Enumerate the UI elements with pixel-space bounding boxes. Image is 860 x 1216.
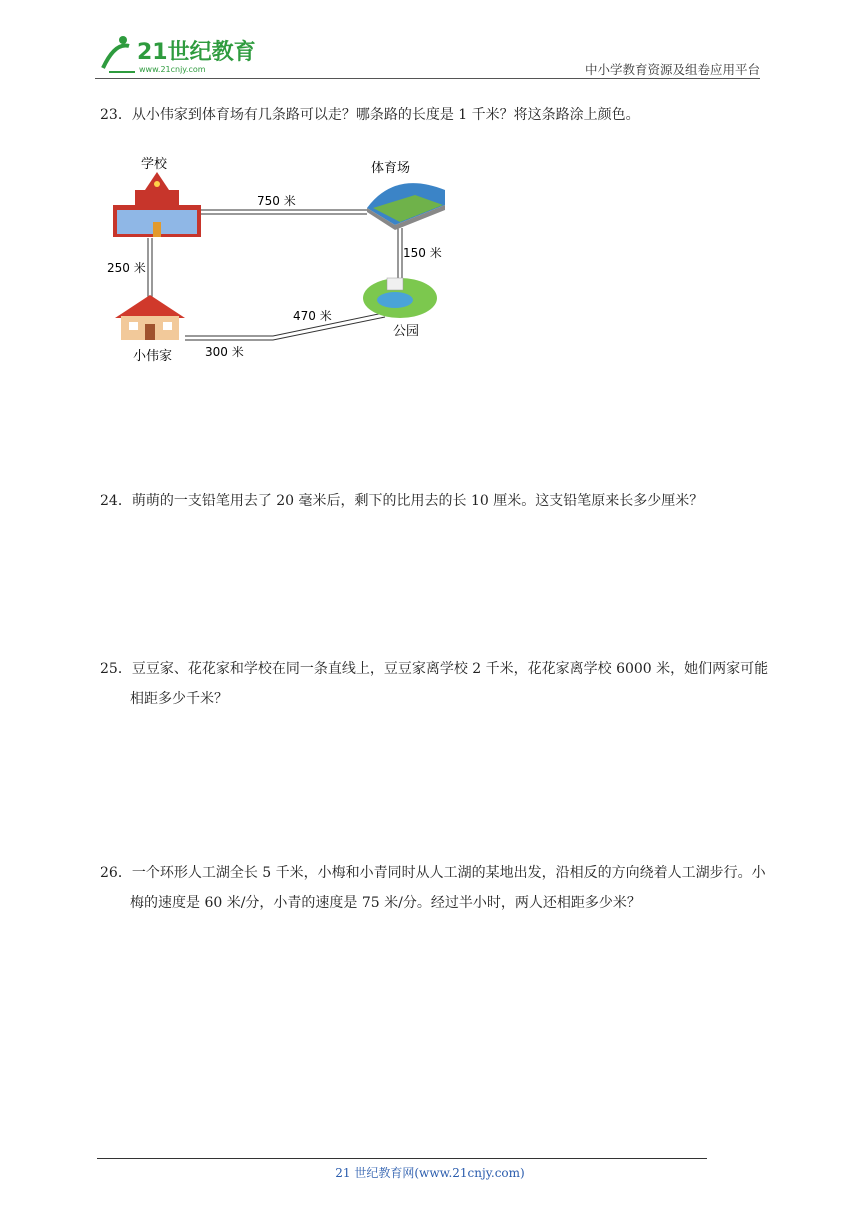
footer-divider — [97, 1158, 707, 1159]
question-text: 豆豆家、花花家和学校在同一条直线上，豆豆家离学校 2 千米，花花家离学校 6000 米，她们两家可能相距多少千米？ — [130, 661, 769, 707]
question-text: 萌萌的一支铅笔用去了 20 毫米后，剩下的比用去的长 10 厘米。这支铅笔原来长多少厘米？ — [131, 493, 704, 509]
page-footer: 21 世纪教育网(www.21cnjy.com) — [335, 1166, 525, 1180]
label-home: 小伟家 — [133, 349, 173, 364]
park-icon — [363, 278, 437, 318]
stadium-icon — [367, 183, 445, 230]
question-number: 24． — [100, 493, 132, 509]
route-map — [105, 150, 455, 370]
question-number: 23． — [100, 107, 132, 123]
school-icon — [113, 172, 201, 237]
question-24 — [100, 486, 770, 516]
label-park: 公园 — [393, 324, 420, 339]
label-stadium: 体育场 — [371, 161, 411, 176]
distance-school-home: 250 米 — [107, 261, 146, 275]
platform-name: 中小学教育资源及组卷应用平台 — [584, 62, 760, 77]
distance-park-mid: 470 米 — [293, 309, 332, 323]
logo-text: 21世纪教育 — [137, 40, 256, 65]
site-logo — [95, 32, 265, 78]
distance-stadium-park: 150 米 — [403, 246, 442, 260]
question-text: 一个环形人工湖全长 5 千米，小梅和小青同时从人工湖的某地出发，沿相反的方向绕着人工湖步行。小梅的速度是 60 米/分，小青的速度是 75 米/分。经过半小时，两人还相距多少米？ — [130, 865, 766, 911]
question-25 — [100, 654, 770, 714]
question-26 — [100, 858, 770, 918]
question-number: 25． — [100, 661, 132, 677]
question-number: 26． — [100, 865, 132, 881]
label-school: 学校 — [141, 157, 168, 172]
house-icon — [115, 295, 185, 340]
question-23 — [100, 100, 770, 130]
distance-home-mid: 300 米 — [205, 345, 244, 359]
page-header — [95, 32, 760, 78]
question-text: 从小伟家到体育场有几条路可以走？哪条路的长度是 1 千米？将这条路涂上颜色。 — [131, 107, 640, 123]
distance-school-stadium: 750 米 — [257, 194, 296, 208]
header-divider — [95, 78, 760, 79]
logo-url: www.21cnjy.com — [139, 65, 206, 74]
